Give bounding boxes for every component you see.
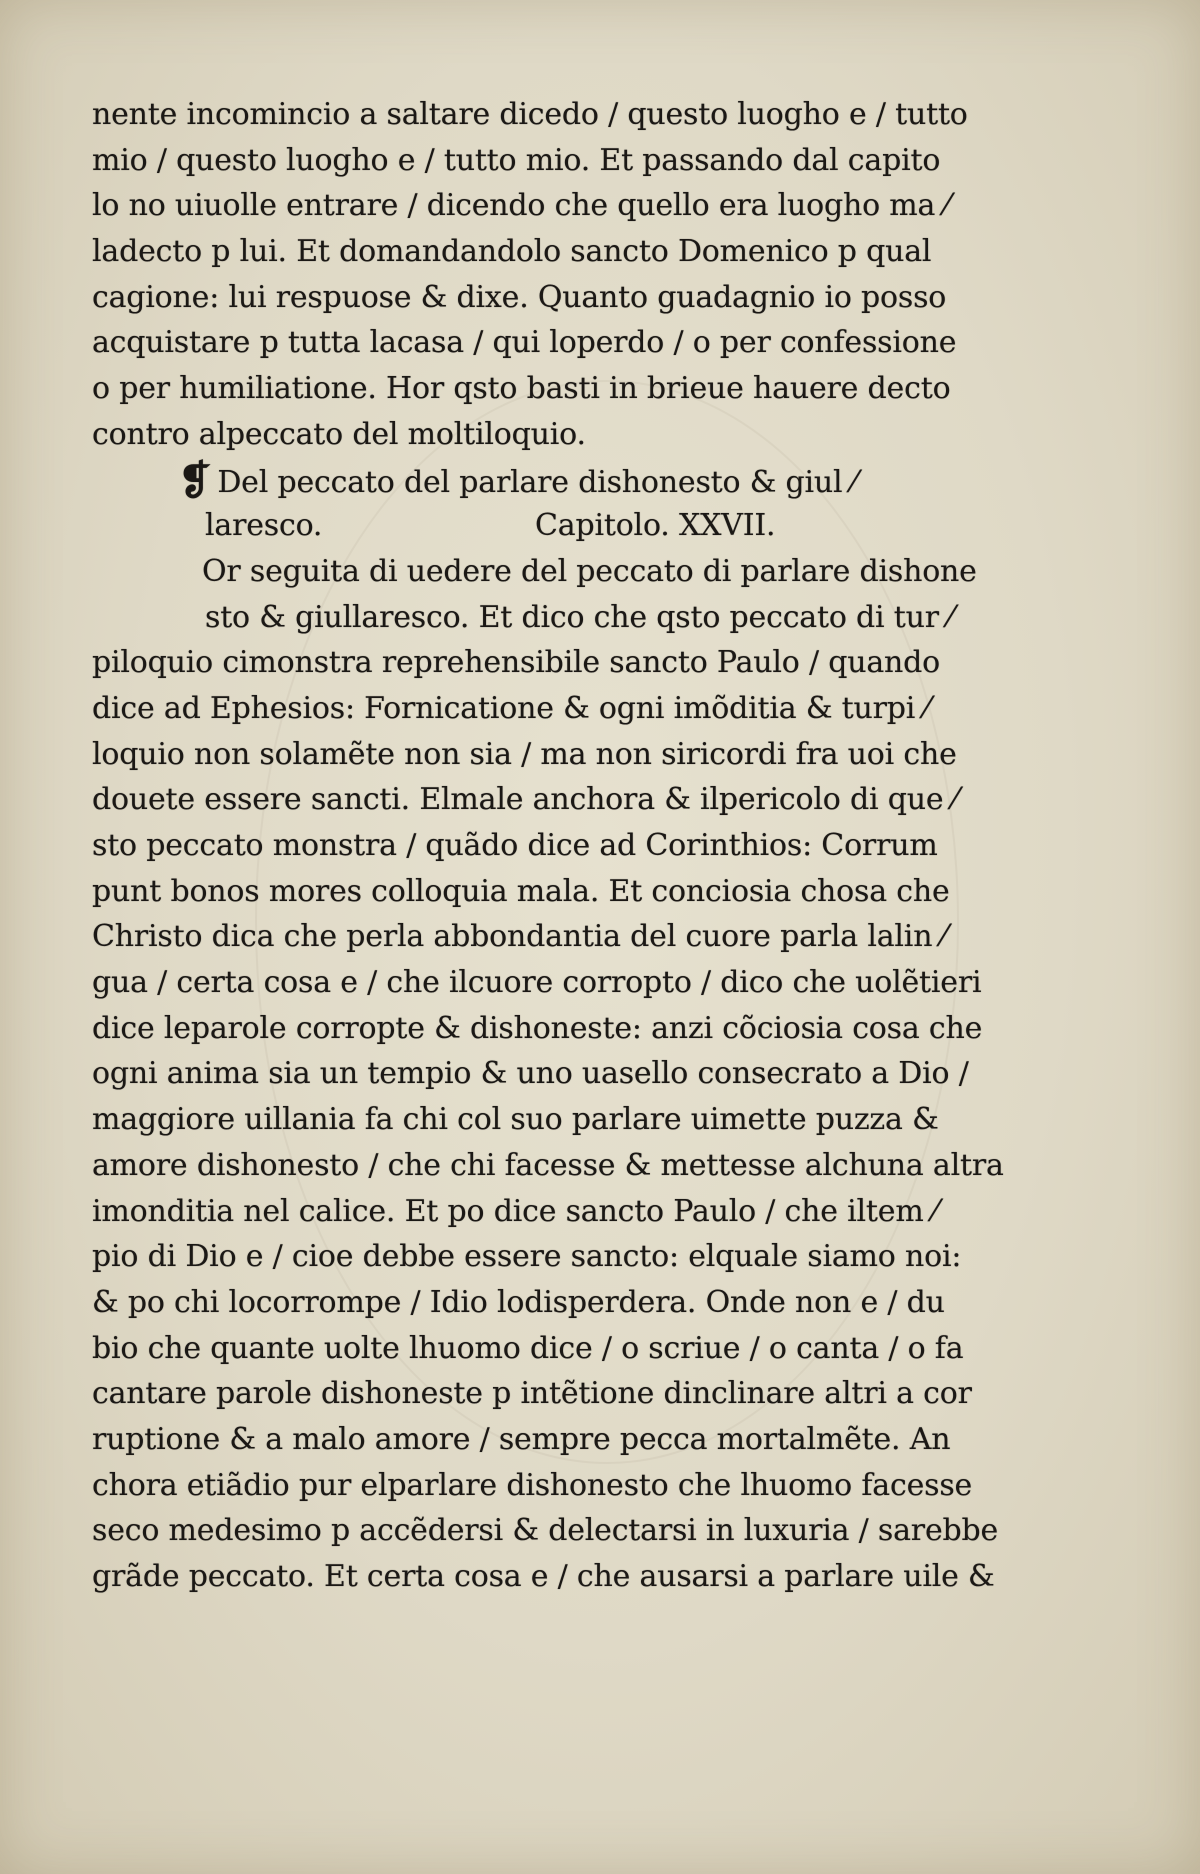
text-line: lo no uiuolle entrare / dicendo che quello era luogho ma ⁄ — [92, 188, 950, 224]
text-line: Christo dica che perla abbondantia del cuore parla lalin ⁄ — [92, 919, 947, 955]
text-line: nente incomincio a saltare dicedo / questo luogho e / tutto — [92, 97, 968, 132]
text-line: bio che quante uolte lhuomo dice / o scriue / o canta / o fa — [92, 1330, 964, 1366]
text-line: seco medesimo p accẽdersi & delectarsi in luxuria / sarebbe — [92, 1513, 999, 1549]
chapter-heading-line-2 — [92, 503, 972, 549]
text-line: mio / questo luogho e / tutto mio. Et passando dal capito — [92, 142, 941, 178]
text-line: acquistare p tutta lacasa / qui loperdo / o per confessione — [92, 325, 957, 361]
text-line: sto peccato monstra / quãdo dice ad Corinthios: Corrum — [92, 828, 938, 863]
text-line: Or seguita di uedere del peccato di parlare dishone — [202, 553, 977, 589]
text-line: gua / certa cosa e / che ilcuore corropto / dico che uolẽtieri — [92, 965, 982, 1001]
text-line: ladecto p lui. Et domandandolo sancto Domenico p qual — [92, 234, 932, 270]
text-line: imonditia nel calice. Et po dice sancto Paulo / che iltem ⁄ — [92, 1193, 938, 1229]
text-line: dice leparole corropte & dishoneste: anzi cõciosia cosa che — [92, 1010, 983, 1046]
text-line: dice ad Ephesios: Fornicatione & ogni imõditia & turpi ⁄ — [92, 690, 930, 726]
text-line: cagione: lui respuose & dixe. Quanto guadagnio io posso — [92, 279, 947, 315]
text-line: piloquio cimonstra reprehensibile sancto Paulo / quando — [92, 645, 941, 681]
chapter-heading-line-1 — [92, 458, 972, 504]
text-line: amore dishonesto / che chi facesse & mettesse alchuna altra — [92, 1147, 1004, 1183]
text-line: ogni anima sia un tempio & uno uasello consecrato a Dio / — [92, 1056, 969, 1092]
text-line: chora etiãdio pur elparlare dishonesto che lhuomo facesse — [92, 1467, 973, 1503]
text-line: & po chi locorrompe / Idio lodisperdera. Onde non e / du — [92, 1284, 945, 1320]
chapter-title-b: laresco. — [205, 508, 323, 544]
text-line: cantare parole dishoneste p intẽtione dinclinare altri a cor — [92, 1376, 972, 1412]
chapter-title-a: Del peccato del parlare dishonesto & giul ⁄ — [217, 464, 857, 500]
pilcrow-icon: ❡ — [178, 456, 212, 504]
chapter-number: Capitolo. XXVII. — [535, 508, 776, 544]
text-line: ruptione & a malo amore / sempre pecca mortalmẽte. An — [92, 1421, 951, 1457]
text-block — [92, 92, 1004, 1600]
text-line: maggiore uillania fa chi col suo parlare uimette puzza & — [92, 1102, 939, 1138]
text-line: sto & giullaresco. Et dico che qsto peccato di tur ⁄ — [205, 599, 954, 635]
text-line: pio di Dio e / cioe debbe essere sancto: elquale siamo noi: — [92, 1239, 962, 1275]
text-line: punt bonos mores colloquia mala. Et conciosia chosa che — [92, 873, 950, 909]
text-line: loquio non solamẽte non sia / ma non siricordi fra uoi che — [92, 736, 957, 772]
text-line: grãde peccato. Et certa cosa e / che ausarsi a parlare uile & — [92, 1559, 995, 1594]
text-line: o per humiliatione. Hor qsto basti in brieue hauere decto — [92, 371, 951, 407]
text-line: contro alpeccato del moltiloquio. — [92, 416, 586, 452]
text-line: douete essere sancti. Elmale anchora & ilpericolo di que ⁄ — [92, 782, 958, 818]
